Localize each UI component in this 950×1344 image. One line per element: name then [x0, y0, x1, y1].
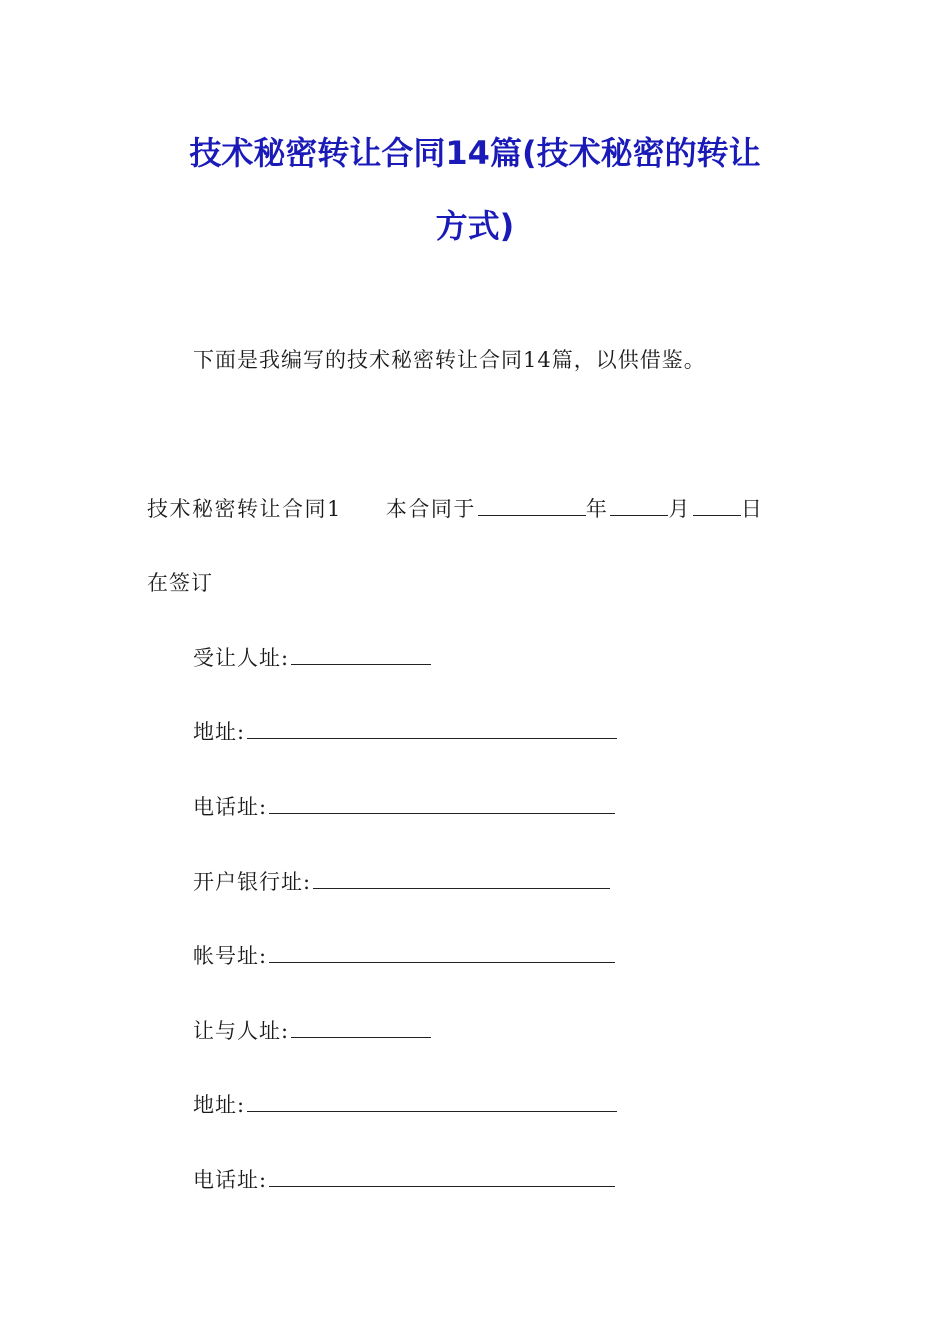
date-prefix: 本合同于	[385, 497, 476, 521]
field-address	[193, 717, 617, 747]
day-blank	[693, 495, 741, 516]
field-label: 电话址:	[193, 795, 268, 819]
field-blank	[269, 942, 615, 963]
contract-heading: 技术秘密转让合同1	[147, 497, 342, 521]
field-blank	[269, 1166, 615, 1187]
field-phone	[193, 792, 615, 822]
signed-at-line: 在签订	[147, 571, 213, 595]
field-label: 让与人址:	[193, 1019, 290, 1043]
field-label: 帐号址:	[193, 944, 268, 968]
contract-opening-line	[147, 494, 763, 524]
field-blank	[313, 868, 610, 889]
year-blank	[478, 495, 586, 516]
document-title-line-1: 技术秘密转让合同14篇(技术秘密的转让	[189, 134, 761, 172]
field-label: 电话址:	[193, 1168, 268, 1192]
field-blank	[247, 1091, 617, 1112]
document-title-line-2: 方式)	[435, 207, 515, 245]
field-blank	[291, 644, 431, 665]
field-label: 受让人址:	[193, 646, 290, 670]
field-transferor	[193, 1016, 431, 1046]
field-label: 开户银行址:	[193, 870, 312, 894]
field-label: 地址:	[193, 1093, 246, 1117]
field-label: 地址:	[193, 720, 246, 744]
field-address-2	[193, 1090, 617, 1120]
intro-paragraph: 下面是我编写的技术秘密转让合同14篇，以供借鉴。	[193, 348, 706, 372]
field-blank	[269, 793, 615, 814]
field-bank	[193, 867, 610, 897]
field-blank	[291, 1017, 431, 1038]
field-blank	[247, 718, 617, 739]
day-label: 日	[740, 497, 764, 521]
field-transferee	[193, 643, 431, 673]
field-account	[193, 941, 615, 971]
month-label: 月	[668, 497, 691, 521]
field-phone-2	[193, 1165, 615, 1195]
month-blank	[610, 495, 668, 516]
year-label: 年	[585, 497, 609, 521]
